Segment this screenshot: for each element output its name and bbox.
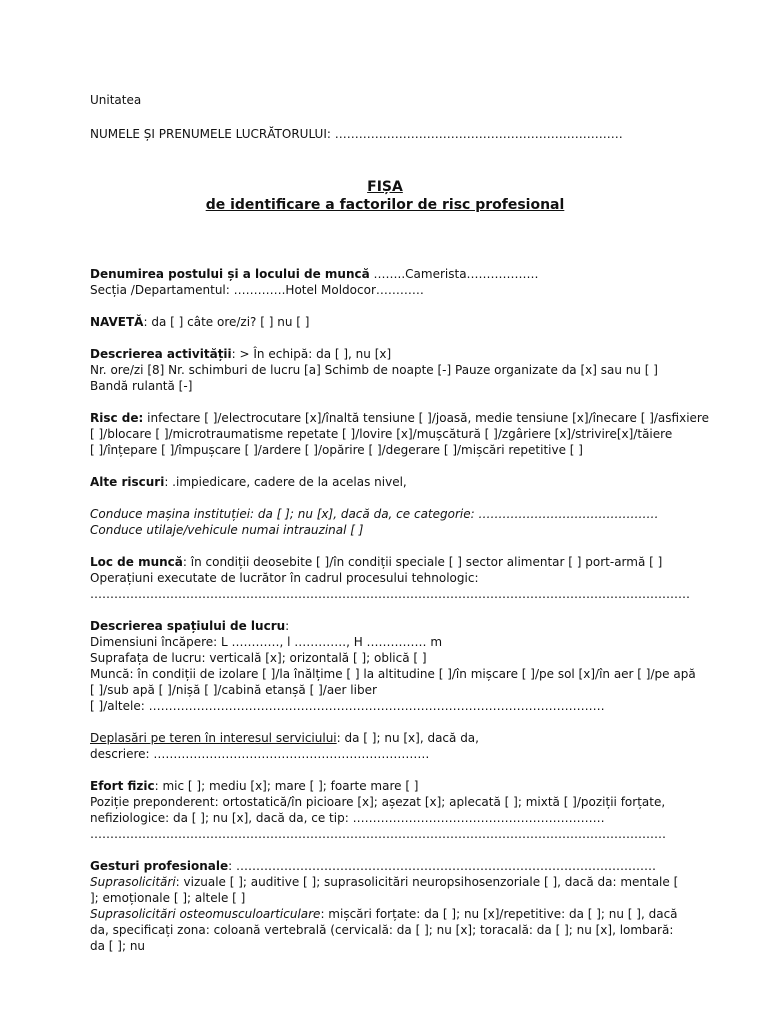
risc-section: [90, 410, 709, 458]
gesturi-label: Gesturi profesionale: [90, 859, 229, 873]
deplasari-section: [90, 730, 680, 762]
loc-munca-section: [90, 554, 690, 602]
gesturi-value: : ……………………………………………………………………………………………: [228, 859, 656, 873]
suprasolicitari-value: : vizuale [ ]; auditive [ ]; suprasolicitări neuropsihosenzoriale [ ], dacă da: mentale [ ]; emoționale [ ]; altele [ ]: [90, 875, 679, 905]
efort-value: : mic [ ]; mediu [x]; mare [ ]; foarte mare [ ]: [154, 779, 419, 793]
osteo-value: : mișcări forțate: da [ ]; nu [x]/repetitive: da [ ]; nu [ ], dacă da, specificați zona: coloană vertebrală (cervicală: da [ ]; nu [x]; toracală: da [ ]; nu [x], lombară: da [ ]; nu: [90, 907, 678, 953]
deplasari-label: Deplasări pe teren în interesul serviciului: [90, 731, 337, 745]
naveta-line: [90, 314, 680, 330]
efort-section: [90, 778, 680, 842]
deplasari-value: : da [ ]; nu [x], dacă da,: [336, 731, 479, 745]
efort-label: Efort fizic: [90, 779, 155, 793]
suprasolicitari-line: [90, 874, 680, 906]
naveta-label: NAVETĂ: [90, 315, 144, 329]
naveta-value: : da [ ] câte ore/zi? [ ] nu [ ]: [143, 315, 310, 329]
conduce-section: [90, 506, 680, 538]
suprafata-line: Suprafața de lucru: verticală [x]; orizontală [ ]; oblică [ ]: [90, 651, 427, 665]
munca-line2: [ ]/sub apă [ ]/nișă [ ]/cabină etanșă [ ]/aer liber: [90, 683, 377, 697]
conduce-utilaje-line: Conduce utilaje/vehicule numai intrauzinal [ ]: [90, 523, 364, 537]
activity-details: Nr. ore/zi [8] Nr. schimburi de lucru [a] Schimb de noapte [-] Pauze organizate da [x] sau nu [ ] Bandă rulantă [-]: [90, 363, 658, 393]
section-line: Secția /Departamentul: ………….Hotel Moldocor…………: [90, 283, 424, 297]
unit-label: Unitatea: [90, 93, 142, 107]
activity-label: Descrierea activității: [90, 347, 232, 361]
document-body: [90, 92, 709, 954]
risc-line1: infectare [ ]/electrocutare [x]/înaltă tensiune [ ]/joasă, medie tensiune [x]/înecare [ ]/asfixiere: [143, 411, 709, 425]
nefiziologice-line: nefiziologice: da [ ]; nu [x], dacă da, ce tip: ………………………………………………………: [90, 811, 605, 825]
activity-value: : > În echipă: da [ ], nu [x]: [231, 347, 392, 361]
efort-dots: ………………………………………………………………………………………………………………………………: [90, 827, 666, 841]
osteo-line: [90, 906, 680, 954]
alte-riscuri-line: [90, 474, 680, 490]
activity-section: [90, 346, 680, 394]
spatiu-label: Descrierea spațiului de lucru: [90, 619, 286, 633]
loc-munca-value: : în condiții deosebite [ ]/în condiții speciale [ ] sector alimentar [ ] port-armă [ ]: [182, 555, 663, 569]
operatiuni-line: Operațiuni executate de lucrător în cadrul procesului tehnologic:: [90, 571, 479, 585]
document-title-line1: FIȘA: [367, 179, 403, 195]
alte-riscuri-value: : .impiedicare, cadere de la acelas nivel,: [164, 475, 407, 489]
suprasolicitari-label: Suprasolicitări: [90, 875, 176, 889]
conduce-masina-line: Conduce mașina instituției: da [ ]; nu [x], dacă da, ce categorie: ………………………………………: [90, 507, 659, 521]
document-title-line2: de identificare a factorilor de risc profesional: [205, 197, 565, 213]
loc-munca-label: Loc de muncă: [90, 555, 183, 569]
post-section: [90, 266, 680, 298]
altele-line: [ ]/altele: ……………………………………………………………………………………………………: [90, 699, 605, 713]
alte-riscuri-label: Alte riscuri: [90, 475, 165, 489]
gesturi-section: [90, 858, 680, 954]
risc-label: Risc de:: [90, 411, 144, 425]
post-value: ……..Camerista………………: [369, 267, 539, 281]
pozitie-line: Poziție preponderent: ortostatică/în picioare [x]; așezat [x]; aplecată [ ]; mixtă [ ]/poziții forțate,: [90, 795, 666, 809]
dimensiuni-line: Dimensiuni încăpere: L …………, l …………., H …………… m: [90, 635, 443, 649]
munca-line: Muncă: în condiții de izolare [ ]/la înălțime [ ] la altitudine [ ]/în mișcare [ ]/pe sol [x]/în aer [ ]/pe apă: [90, 667, 696, 681]
spatiu-section: [90, 618, 696, 714]
osteo-label: Suprasolicitări osteomusculoarticulare: [90, 907, 321, 921]
risc-line3: [ ]/înțepare [ ]/împușcare [ ]/ardere [ ]/opărire [ ]/degerare [ ]/mișcări repetitive [ ]: [90, 443, 583, 457]
deplasari-descriere: descriere: ……………………………………………………………: [90, 747, 430, 761]
worker-name-line: NUMELE ȘI PRENUMELE LUCRĂTORULUI: ………………………………………………………………: [90, 127, 623, 141]
risc-line2: [ ]/blocare [ ]/microtraumatisme repetate [ ]/lovire [x]/mușcătură [ ]/zgâriere [x]/strivire[x]/tăiere: [90, 427, 673, 441]
operatiuni-dots: ……………………………………………………………………………………………………………………………………: [90, 587, 690, 601]
post-label: Denumirea postului și a locului de muncă: [90, 267, 370, 281]
spatiu-colon: :: [285, 619, 290, 633]
